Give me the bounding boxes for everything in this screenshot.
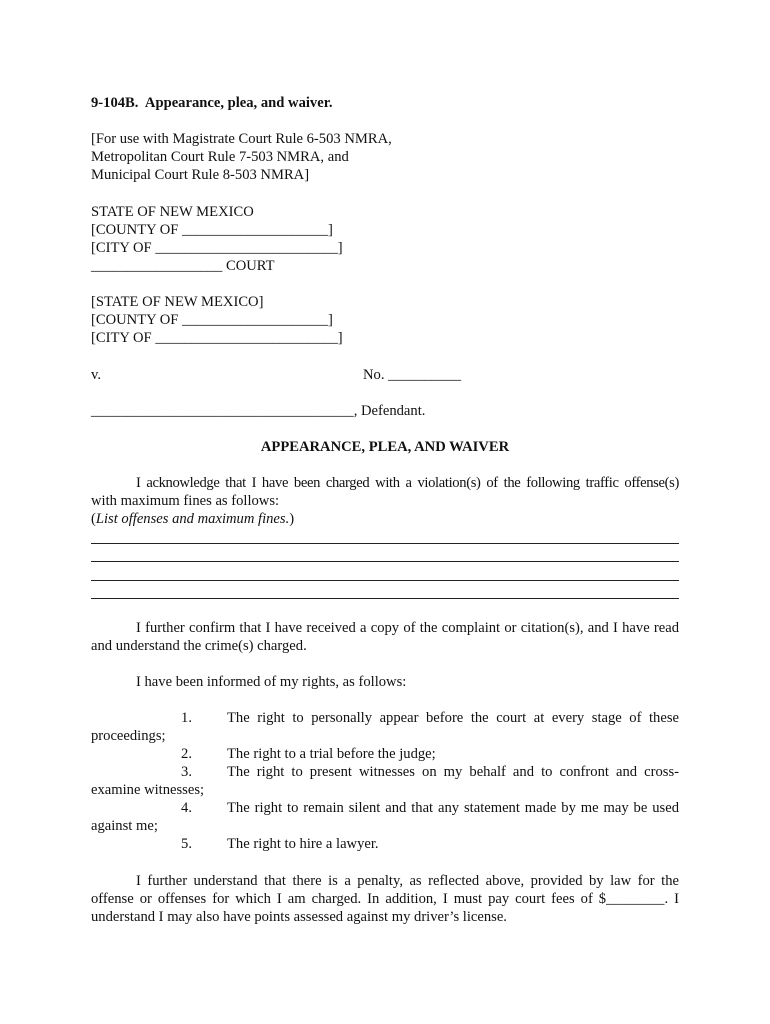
rights-intro: I have been informed of my rights, as follows: <box>136 674 407 690</box>
form-title: 9-104B. Appearance, plea, and waiver. <box>91 95 333 111</box>
offense-blank-line-1 <box>91 543 679 544</box>
caption-city: [CITY OF _________________________] <box>91 240 343 256</box>
right-4-number: 4. <box>181 800 192 816</box>
acknowledge-instruction: (List offenses and maximum fines.) <box>91 511 295 527</box>
right-2-text: The right to a trial before the judge; <box>227 746 436 762</box>
right-1-number: 1. <box>181 710 192 726</box>
offense-blank-line-3 <box>91 580 679 581</box>
caption-court: __________________ COURT <box>91 258 275 274</box>
right-3-number: 3. <box>181 764 192 780</box>
penalty-line-1: I further understand that there is a penalty, as reflected above, provided by law for the <box>136 873 679 889</box>
right-5-number: 5. <box>181 836 192 852</box>
right-1-text: The right to personally appear before the court at every stage of these <box>227 710 679 726</box>
form-heading: APPEARANCE, PLEA, AND WAIVER <box>260 439 510 455</box>
confirm-line-2: and understand the crime(s) charged. <box>91 638 307 654</box>
penalty-line-3: understand I may also have points assessed against my driver’s license. <box>91 909 507 925</box>
defendant-line: ____________________________________, Defendant. <box>91 403 426 419</box>
offense-blank-line-4 <box>91 598 679 599</box>
caption-county: [COUNTY OF ____________________] <box>91 222 333 238</box>
right-3-text: The right to present witnesses on my behalf and to confront and cross- <box>227 764 679 780</box>
party-state: [STATE OF NEW MEXICO] <box>91 294 264 310</box>
penalty-line-2: offense or offenses for which I am charged. In addition, I must pay court fees of $________. I <box>91 891 679 907</box>
acknowledge-line-2: with maximum fines as follows: <box>91 493 280 509</box>
right-4-text: The right to remain silent and that any statement made by me may be used <box>227 800 679 816</box>
usage-note-line-2: Metropolitan Court Rule 7-503 NMRA, and <box>91 149 349 165</box>
usage-note-line-1: [For use with Magistrate Court Rule 6-503 NMRA, <box>91 131 392 147</box>
right-1-continuation: proceedings; <box>91 728 166 744</box>
confirm-line-1: I further confirm that I have received a copy of the complaint or citation(s), and I have read <box>136 620 679 636</box>
party-city: [CITY OF _________________________] <box>91 330 343 346</box>
caption-state: STATE OF NEW MEXICO <box>91 204 254 220</box>
right-5-text: The right to hire a lawyer. <box>227 836 379 852</box>
acknowledge-line-1: I acknowledge that I have been charged with a violation(s) of the following traffic offense(s) <box>136 475 679 491</box>
versus-label: v. <box>91 367 101 383</box>
party-county: [COUNTY OF ____________________] <box>91 312 333 328</box>
usage-note-line-3: Municipal Court Rule 8-503 NMRA] <box>91 167 310 183</box>
case-number: No. __________ <box>363 367 462 383</box>
right-3-continuation: examine witnesses; <box>91 782 205 798</box>
offense-blank-line-2 <box>91 561 679 562</box>
right-2-number: 2. <box>181 746 192 762</box>
right-4-continuation: against me; <box>91 818 158 834</box>
